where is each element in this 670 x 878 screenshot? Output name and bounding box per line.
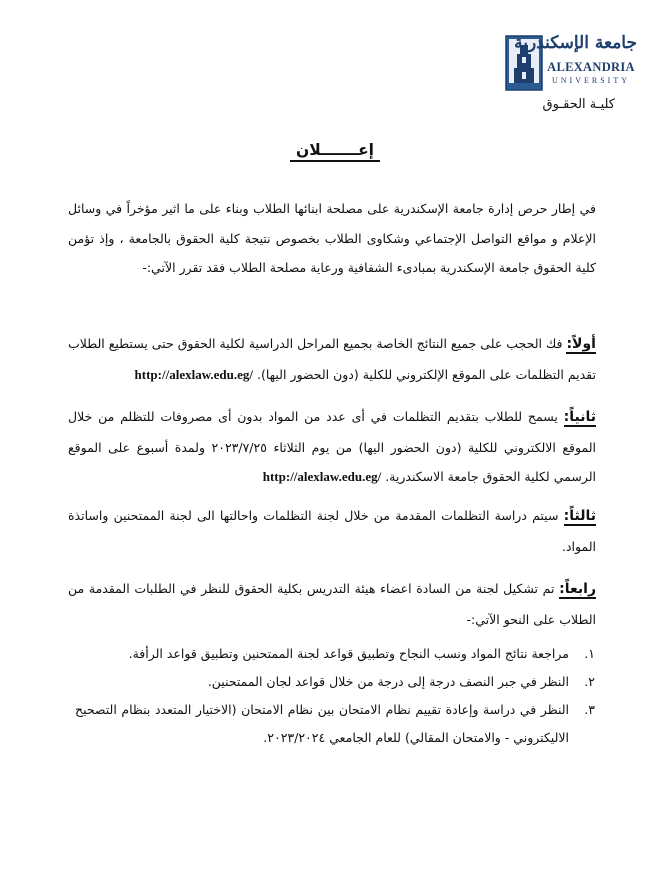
list-number: ١. — [584, 646, 595, 661]
item-text: يسمح للطلاب بتقديم التظلمات في أى عدد من المواد بدون أى مصروفات للتظلم من خلال الموقع الالكتروني للكلية (دون الحضور اليها) من يوم الثلاثاء ٢٠٢٣/٧/٢٥ ولمدة أسبوع على الموقع الرسمي لكلية الحقوق جامعة الاسكندرية. — [68, 409, 596, 484]
intro-paragraph: في إطار حرص إدارة جامعة الإسكندرية على مصلحة ابنائها الطلاب وبناء على ما اثير مؤخراً في وسائل الإعلام و مواقع التواصل الإجتماعي وشكاوى الطلاب بخصوص نتيجة كلية الحقوق بالجامعة ، وإذ تؤمن كلية الحقوق جامعة الإسكندرية بمبادىء الشفافية ورعاية مصلحة الطلاب فقد تقرر الآتي:- — [68, 201, 596, 275]
item-third — [68, 501, 596, 561]
item-text: سيتم دراسة التظلمات المقدمة من خلال لجنة التظلمات واحالتها الى لجنة الممتحنين واساتذة المواد. — [68, 508, 596, 554]
logo-arabic-text: جامعة الإسكندرية — [514, 33, 637, 53]
website-link[interactable]: http://alexlaw.edu.eg/ — [262, 469, 382, 484]
university-logo — [505, 33, 637, 95]
item-fourth — [68, 574, 596, 634]
committee-tasks-list — [75, 640, 595, 752]
item-label: ثانياً: — [563, 409, 596, 425]
item-label: أولاً: — [566, 336, 596, 352]
list-text: النظر في جبر النصف درجة إلى درجة من خلال قواعد لجان الممتحنين. — [207, 674, 569, 689]
logo-english-subtext: UNIVERSITY — [552, 76, 630, 85]
item-label: رابعاً: — [559, 581, 596, 597]
item-label: ثالثاً: — [563, 508, 596, 524]
logo-english-text: ALEXANDRIA — [547, 60, 635, 74]
list-item — [75, 696, 595, 752]
list-number: ٢. — [584, 674, 595, 689]
website-link[interactable]: http://alexlaw.edu.eg/ — [134, 366, 253, 382]
list-text: النظر في دراسة وإعادة تقييم نظام الامتحان بين نظام الامتحان (الاختيار المتعدد بنظام التصحيح الاليكتروني - والامتحان المقالي) للعام الجامعي ٢٠٢٣/٢٠٢٤. — [75, 702, 569, 745]
list-item — [75, 668, 595, 696]
item-text: تم تشكيل لجنة من السادة اعضاء هيئة التدريس بكلية الحقوق للنظر في الطلبات المقدمة من الطلاب على النحو الآتي:- — [68, 581, 596, 627]
list-text: مراجعة نتائج المواد ونسب النجاح وتطبيق قواعد لجنة الممتحنين وتطبيق قواعد الرأفة. — [128, 646, 569, 661]
title-text: إعـــــــلان — [290, 141, 380, 162]
item-second — [68, 402, 596, 492]
item-text: فك الحجب على جميع النتائج الخاصة بجميع المراحل الدراسية لكلية الحقوق حتى يستطيع الطلاب تقديم التظلمات على الموقع الإلكتروني للكلية (دون الحضور اليها). — [68, 336, 596, 382]
list-number: ٣. — [584, 702, 595, 717]
list-item — [75, 640, 595, 668]
item-first — [68, 329, 596, 389]
faculty-name: كليـة الحقـوق — [542, 97, 615, 112]
page-title — [0, 141, 670, 159]
